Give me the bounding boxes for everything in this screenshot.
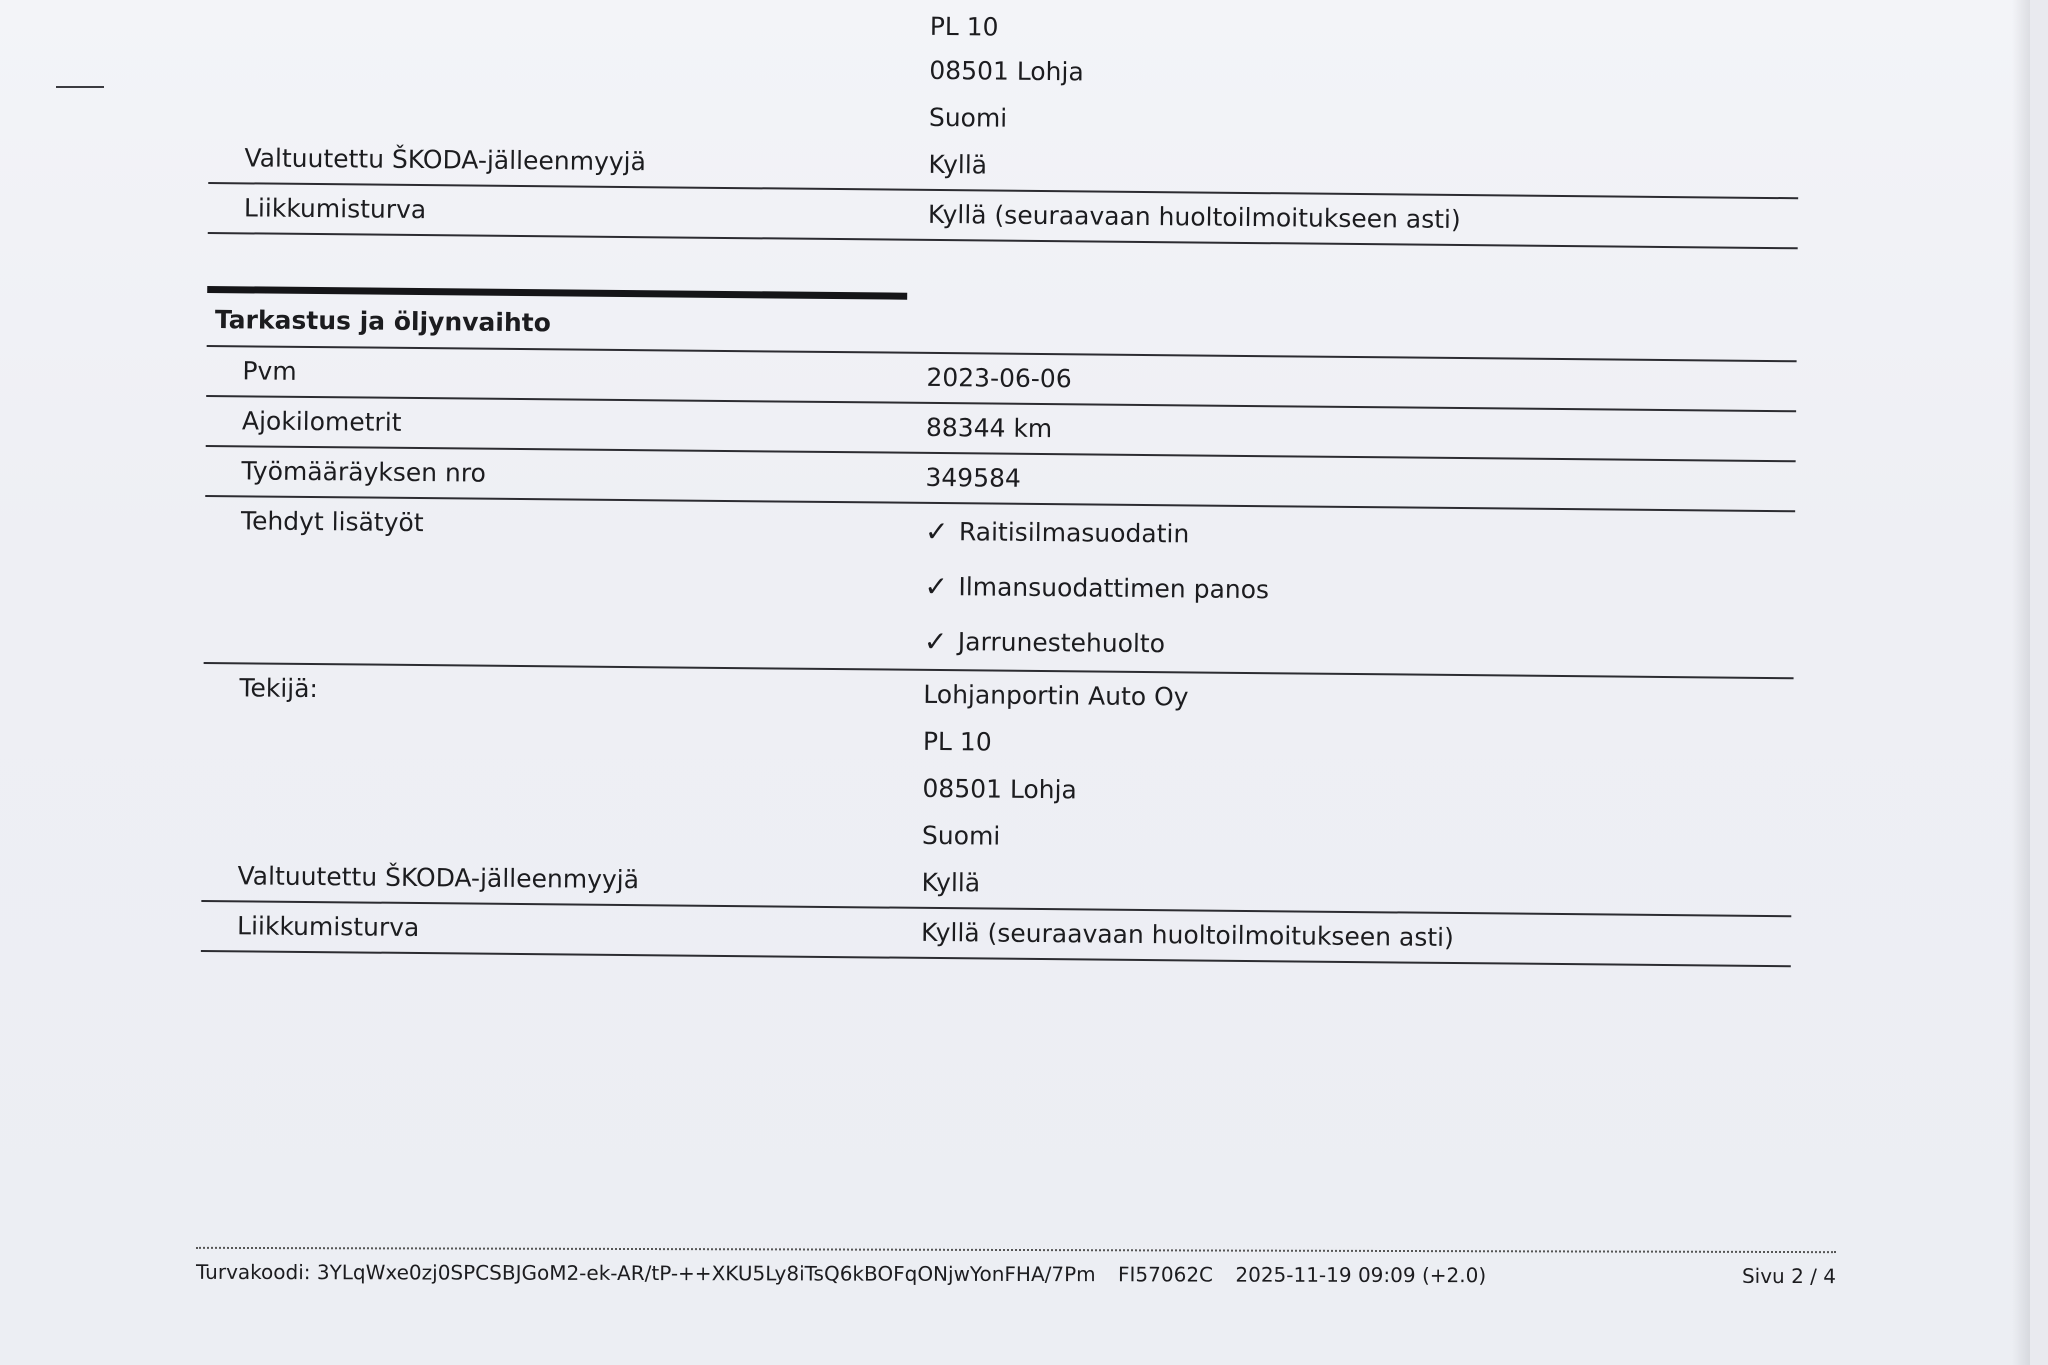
top-address-line: 08501 Lohja bbox=[929, 55, 1084, 86]
extras-item-label: Raitisilmasuodatin bbox=[958, 516, 1190, 548]
maker-row bbox=[202, 664, 1824, 868]
extras-list bbox=[924, 504, 1826, 678]
extras-item-label: Ilmansuodattimen panos bbox=[958, 571, 1270, 604]
security-code: Turvakoodi: 3YLqWxe0zj0SPCSBJGoM2-ek-AR/tP-++XKU5Ly8iTsQ6kBOFqONjwYonFHA/7Pm bbox=[195, 1259, 1096, 1287]
extras-item bbox=[925, 504, 1825, 568]
extras-row bbox=[204, 497, 1826, 678]
maker-line: Suomi bbox=[921, 820, 1001, 851]
extras-item bbox=[924, 614, 1824, 678]
maker-label: Tekijä: bbox=[239, 673, 319, 704]
footer-divider bbox=[196, 1247, 1836, 1253]
extras-label: Tehdyt lisätyöt bbox=[240, 506, 424, 538]
page-footer bbox=[196, 1260, 1836, 1288]
order-label: Työmääräyksen nro bbox=[241, 456, 487, 488]
km-value: 88344 km bbox=[925, 412, 1053, 444]
order-value: 349584 bbox=[925, 462, 1022, 493]
service-record bbox=[201, 0, 1830, 968]
top-address-line: PL 10 bbox=[929, 11, 999, 42]
print-timestamp: 2025-11-19 09:09 (+2.0) bbox=[1235, 1262, 1487, 1288]
check-icon: ✓ bbox=[924, 514, 949, 548]
mobility-value: Kyllä (seuraavaan huoltoilmoitukseen asti) bbox=[920, 917, 1454, 952]
dealer-label: Valtuutettu ŠKODA-jälleenmyyjä bbox=[237, 861, 640, 895]
top-mobility-value: Kyllä (seuraavaan huoltoilmoitukseen asti) bbox=[927, 199, 1461, 235]
top-address-line: Suomi bbox=[928, 102, 1008, 133]
top-address-row bbox=[209, 0, 1830, 150]
footer-left bbox=[196, 1260, 1502, 1287]
maker-line: Lohjanportin Auto Oy bbox=[923, 679, 1189, 711]
page-edge-shadow bbox=[2012, 0, 2030, 1365]
document-code: FI57062C bbox=[1117, 1262, 1214, 1287]
km-label: Ajokilometrit bbox=[241, 406, 402, 437]
section-title: Tarkastus ja öljynvaihto bbox=[214, 304, 552, 337]
maker-line: 08501 Lohja bbox=[922, 773, 1077, 804]
top-mobility-label: Liikkumisturva bbox=[243, 193, 427, 225]
extras-item bbox=[924, 559, 1824, 623]
date-value: 2023-06-06 bbox=[926, 362, 1072, 394]
page-number: Sivu 2 / 4 bbox=[1741, 1263, 1837, 1289]
maker-line: PL 10 bbox=[922, 726, 992, 757]
top-dealer-label: Valtuutettu ŠKODA-jälleenmyyjä bbox=[244, 143, 647, 177]
check-icon: ✓ bbox=[923, 624, 948, 658]
extras-item-label: Jarrunestehuolto bbox=[957, 626, 1166, 658]
mobility-label: Liikkumisturva bbox=[236, 911, 420, 943]
top-dealer-value: Kyllä bbox=[928, 149, 988, 180]
check-icon: ✓ bbox=[924, 569, 949, 603]
dealer-value: Kyllä bbox=[921, 867, 981, 898]
date-label: Pvm bbox=[242, 356, 297, 386]
margin-mark bbox=[56, 86, 104, 88]
